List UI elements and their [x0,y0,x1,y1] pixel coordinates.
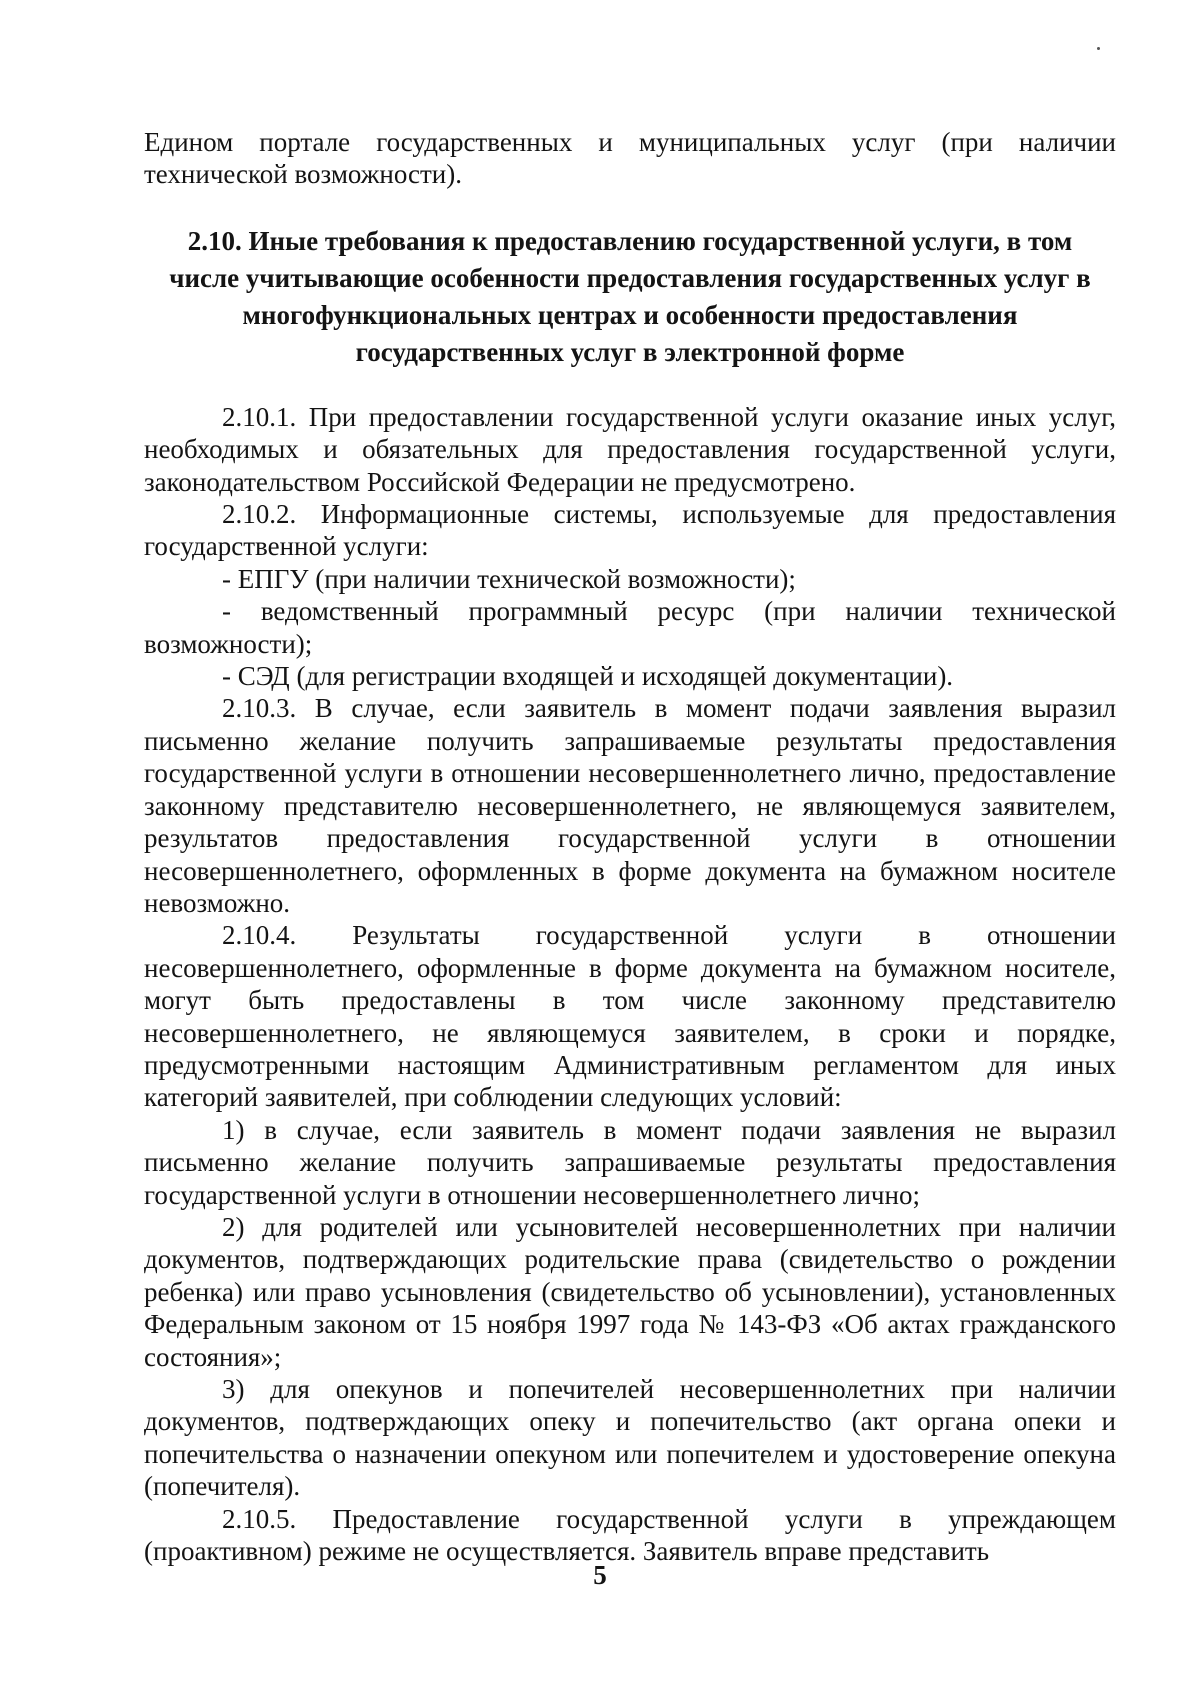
page-number: 5 [593,1560,607,1590]
list-item-epgu: - ЕПГУ (при наличии технической возможности); [222,563,796,594]
section-heading [144,223,1116,371]
list-item-resource: - ведомственный программный ресурс (при наличии технической возможности); [144,596,1116,659]
heading-line: 2.10. Иные требования к предоставлению государственной услуги, в том [187,225,1073,256]
condition-2: 2) для родителей или усыновителей несовершеннолетних при наличии документов, подтверждающих родительские права (свидетельство о рождении ребенка) или право усыновления (свидетельство об усыновлении), установленных Федеральным законом от 15 ноября 1997 года № 143-ФЗ «Об актах гражданского состояния»; [144,1211,1116,1372]
paragraph-2-10-1: 2.10.1. При предоставлении государственной услуги оказание иных услуг, необходимых и обязательных для предоставления государственной услуги, законодательством Российской Федерации не предусмотрено. [144,401,1116,497]
heading-line: многофункциональных центрах и особенности предоставления [242,299,1018,330]
paragraph-2-10-4: 2.10.4. Результаты государственной услуги в отношении несовершеннолетнего, оформленные в форме документа на бумажном носителе, могут быть предоставлены в том числе законному представителю несовершеннолетнего, не являющемуся заявителем, в сроки и порядке, предусмотренными настоящим Административным регламентом для иных категорий заявителей, при соблюдении следующих условий: [144,920,1116,1113]
paragraph-2-10-3: 2.10.3. В случае, если заявитель в момент подачи заявления выразил письменно желание получить запрашиваемые результаты предоставления государственной услуги в отношении несовершеннолетнего лично, предоставление законному представителю несовершеннолетнего, не являющемуся заявителем, результатов предоставления государственной услуги в отношении несовершеннолетнего, оформленных в форме документа на бумажном носителе невозможно. [144,693,1116,918]
paragraph-2-10-5: 2.10.5. Предоставление государственной услуги в упреждающем (проактивном) режиме не осуществляется. Заявитель вправе представить [144,1503,1116,1567]
heading-line: числе учитывающие особенности предоставления государственных услуг в [169,262,1091,293]
heading-line: государственных услуг в электронной форме [355,336,905,367]
document-body [144,126,1116,1567]
scan-speck [1097,47,1100,50]
intro-paragraph: Едином портале государственных и муниципальных услуг (при наличии технической возможности). [144,127,1116,190]
list-item-sed: - СЭД (для регистрации входящей и исходящей документации). [222,661,954,692]
condition-1: 1) в случае, если заявитель в момент подачи заявления не выразил письменно желание получить запрашиваемые результаты предоставления государственной услуги в отношении несовершеннолетнего лично; [144,1114,1116,1210]
paragraph-2-10-2: 2.10.2. Информационные системы, используемые для предоставления государственной услуги: [144,499,1116,562]
condition-3: 3) для опекунов и попечителей несовершеннолетних при наличии документов, подтверждающих опеку и попечительство (акт органа опеки и попечительства о назначении опекуном или попечителем и удостоверение опекуна (попечителя). [144,1374,1116,1502]
